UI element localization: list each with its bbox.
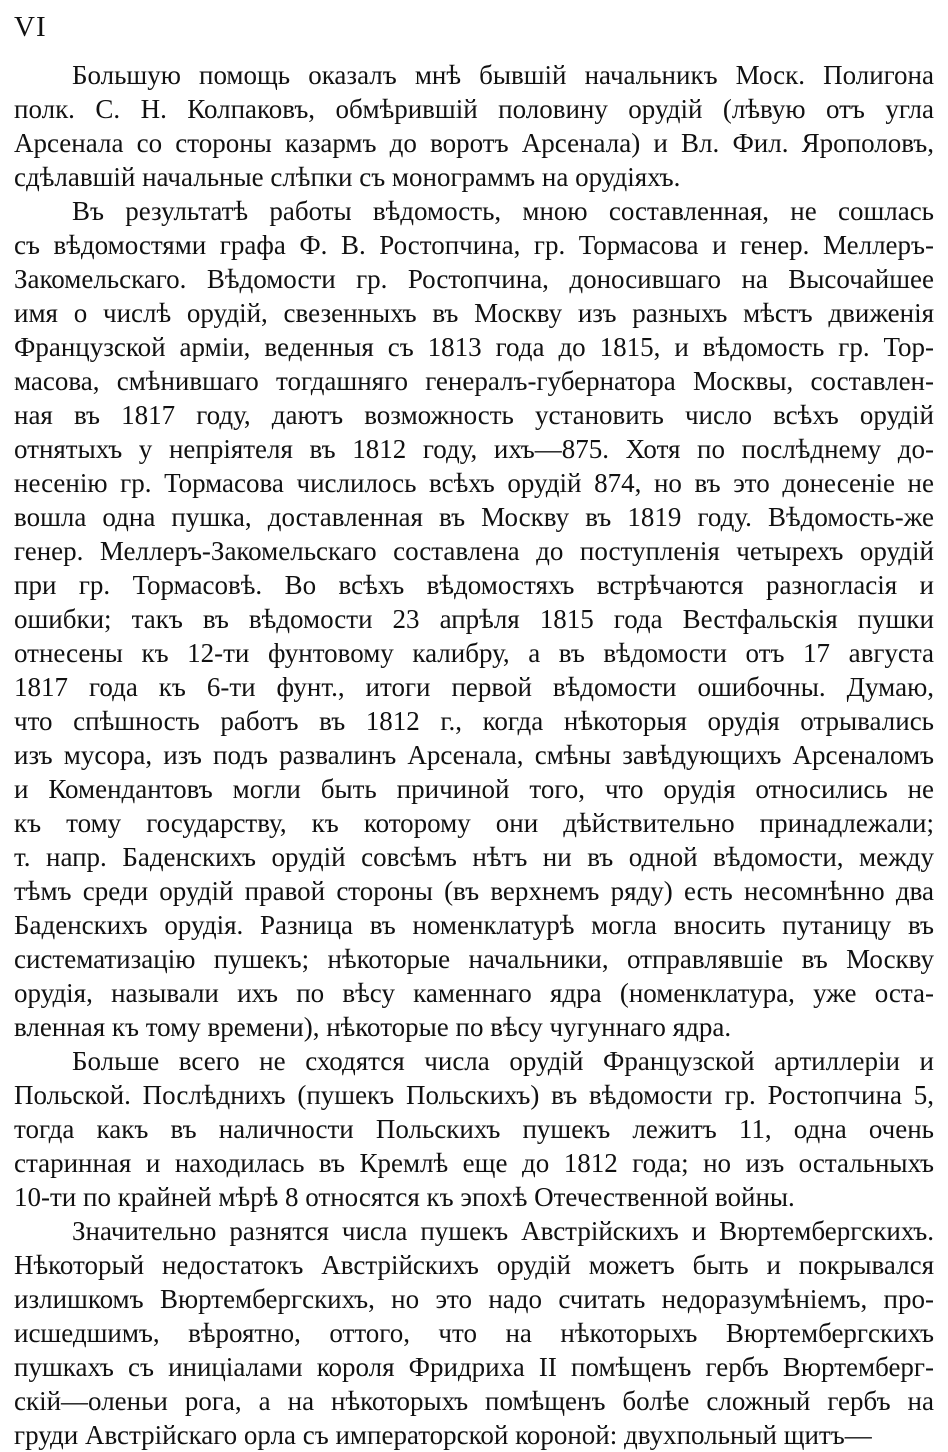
text-line: при гр. Тормасовѣ. Во всѣхъ вѣдомостяхъ встрѣчаются разногласія и	[14, 570, 934, 600]
text-line: Закомельскаго. Вѣдомости гр. Ростопчина, доносившаго на Высочайшее	[14, 264, 934, 294]
paragraph	[14, 1044, 934, 1214]
text-line: излишкомъ Вюртембергскихъ, но это надо считать недоразумѣніемъ, про-	[14, 1284, 934, 1314]
body-text	[14, 58, 934, 1452]
text-line: систематизацію пушекъ; нѣкоторые начальники, отправлявшіе въ Москву	[14, 944, 934, 974]
paragraph	[14, 194, 934, 1044]
text-line: отнесены къ 12-ти фунтовому калибру, а въ вѣдомости отъ 17 августа	[14, 638, 934, 668]
text-line: полк. С. Н. Колпаковъ, обмѣрившій половину орудій (лѣвую отъ угла	[14, 94, 934, 124]
text-line: пушкахъ съ иниціалами короля Фридриха II помѣщенъ гербъ Вюртемберг-	[14, 1352, 934, 1382]
text-line: имя о числѣ орудій, свезенныхъ въ Москву изъ разныхъ мѣстъ движенія	[14, 298, 934, 328]
text-line: 10-ти по крайней мѣрѣ 8 относятся къ эпохѣ Отечественной войны.	[14, 1182, 795, 1212]
paragraph	[14, 58, 934, 194]
text-line: и Комендантовъ могли быть причиной того, что орудія относились не	[14, 774, 934, 804]
text-line: изъ мусора, изъ подъ развалинъ Арсенала, смѣны завѣдующихъ Арсеналомъ	[14, 740, 934, 770]
text-line: Польской. Послѣднихъ (пушекъ Польскихъ) въ вѣдомости гр. Ростопчина 5,	[14, 1080, 934, 1110]
text-line: къ тому государству, къ которому они дѣйствительно принадлежали;	[14, 808, 934, 838]
text-line: генер. Меллеръ-Закомельскаго составлена до поступленія четырехъ орудій	[14, 536, 934, 566]
text-line: вленная къ тому времени), нѣкоторые по вѣсу чугуннаго ядра.	[14, 1012, 732, 1042]
text-line: тѣмъ среди орудій правой стороны (въ верхнемъ ряду) есть несомнѣнно два	[14, 876, 934, 906]
text-line: масова, смѣнившаго тогдашняго генералъ-губернатора Москвы, составлен-	[14, 366, 934, 396]
text-line: тогда какъ въ наличности Польскихъ пушекъ лежитъ 11, одна очень	[14, 1114, 934, 1144]
paragraph	[14, 1214, 934, 1452]
text-line: Больше всего не сходятся числа орудій Французской артиллеріи и	[72, 1046, 934, 1076]
text-line: Большую помощь оказалъ мнѣ бывшій начальникъ Моск. Полигона	[72, 60, 934, 90]
text-line: ная въ 1817 году, даютъ возможность установить число всѣхъ орудій	[14, 400, 934, 430]
text-line: старинная и находилась въ Кремлѣ еще до 1812 года; но изъ остальныхъ	[14, 1148, 934, 1178]
text-line: сдѣлавшій начальные слѣпки съ монограммъ на орудіяхъ.	[14, 162, 681, 192]
text-line: исшедшимъ, вѣроятно, оттого, что на нѣкоторыхъ Вюртембергскихъ	[14, 1318, 934, 1348]
text-line: несенію гр. Тормасова числилось всѣхъ орудій 874, но въ это донесеніе не	[14, 468, 934, 498]
text-line: 1817 года къ 6-ти фунт., итоги первой вѣдомости ошибочны. Думаю,	[14, 672, 934, 702]
text-line: орудія, называли ихъ по вѣсу каменнаго ядра (номенклатура, уже оста-	[14, 978, 934, 1008]
text-line: Французской арміи, веденныя съ 1813 года до 1815, и вѣдомость гр. Тор-	[14, 332, 934, 362]
text-line: Арсенала со стороны казармъ до воротъ Арсенала) и Вл. Фил. Ярополовъ,	[14, 128, 934, 158]
text-line: Баденскихъ орудія. Разница въ номенклатурѣ могла вносить путаницу въ	[14, 910, 934, 940]
text-line: т. напр. Баденскихъ орудій совсѣмъ нѣтъ ни въ одной вѣдомости, между	[14, 842, 934, 872]
text-line: ошибки; такъ въ вѣдомости 23 апрѣля 1815 года Вестфальскія пушки	[14, 604, 934, 634]
text-line: Значительно разнятся числа пушекъ Австрійскихъ и Вюртембергскихъ.	[72, 1216, 934, 1246]
text-line: скій—оленьи рога, а на нѣкоторыхъ помѣщенъ болѣе сложный гербъ на	[14, 1386, 934, 1416]
text-line: вошла одна пушка, доставленная въ Москву въ 1819 году. Вѣдомость-же	[14, 502, 934, 532]
page-number: VI	[14, 11, 47, 43]
text-line: съ вѣдомостями графа Ф. В. Ростопчина, гр. Тормасова и генер. Меллеръ-	[14, 230, 934, 260]
text-line: Нѣкоторый недостатокъ Австрійскихъ орудій можетъ быть и покрывался	[14, 1250, 934, 1280]
text-line: Въ результатѣ работы вѣдомость, мною составленная, не сошлась	[72, 196, 934, 226]
text-line: отнятыхъ у непріятеля въ 1812 году, ихъ—875. Хотя по послѣднему до-	[14, 434, 934, 464]
text-line: груди Австрійскаго орла съ императорской короной: двухпольный щитъ—	[14, 1420, 872, 1450]
text-line: что спѣшность работъ въ 1812 г., когда нѣкоторыя орудія отрывались	[14, 706, 934, 736]
